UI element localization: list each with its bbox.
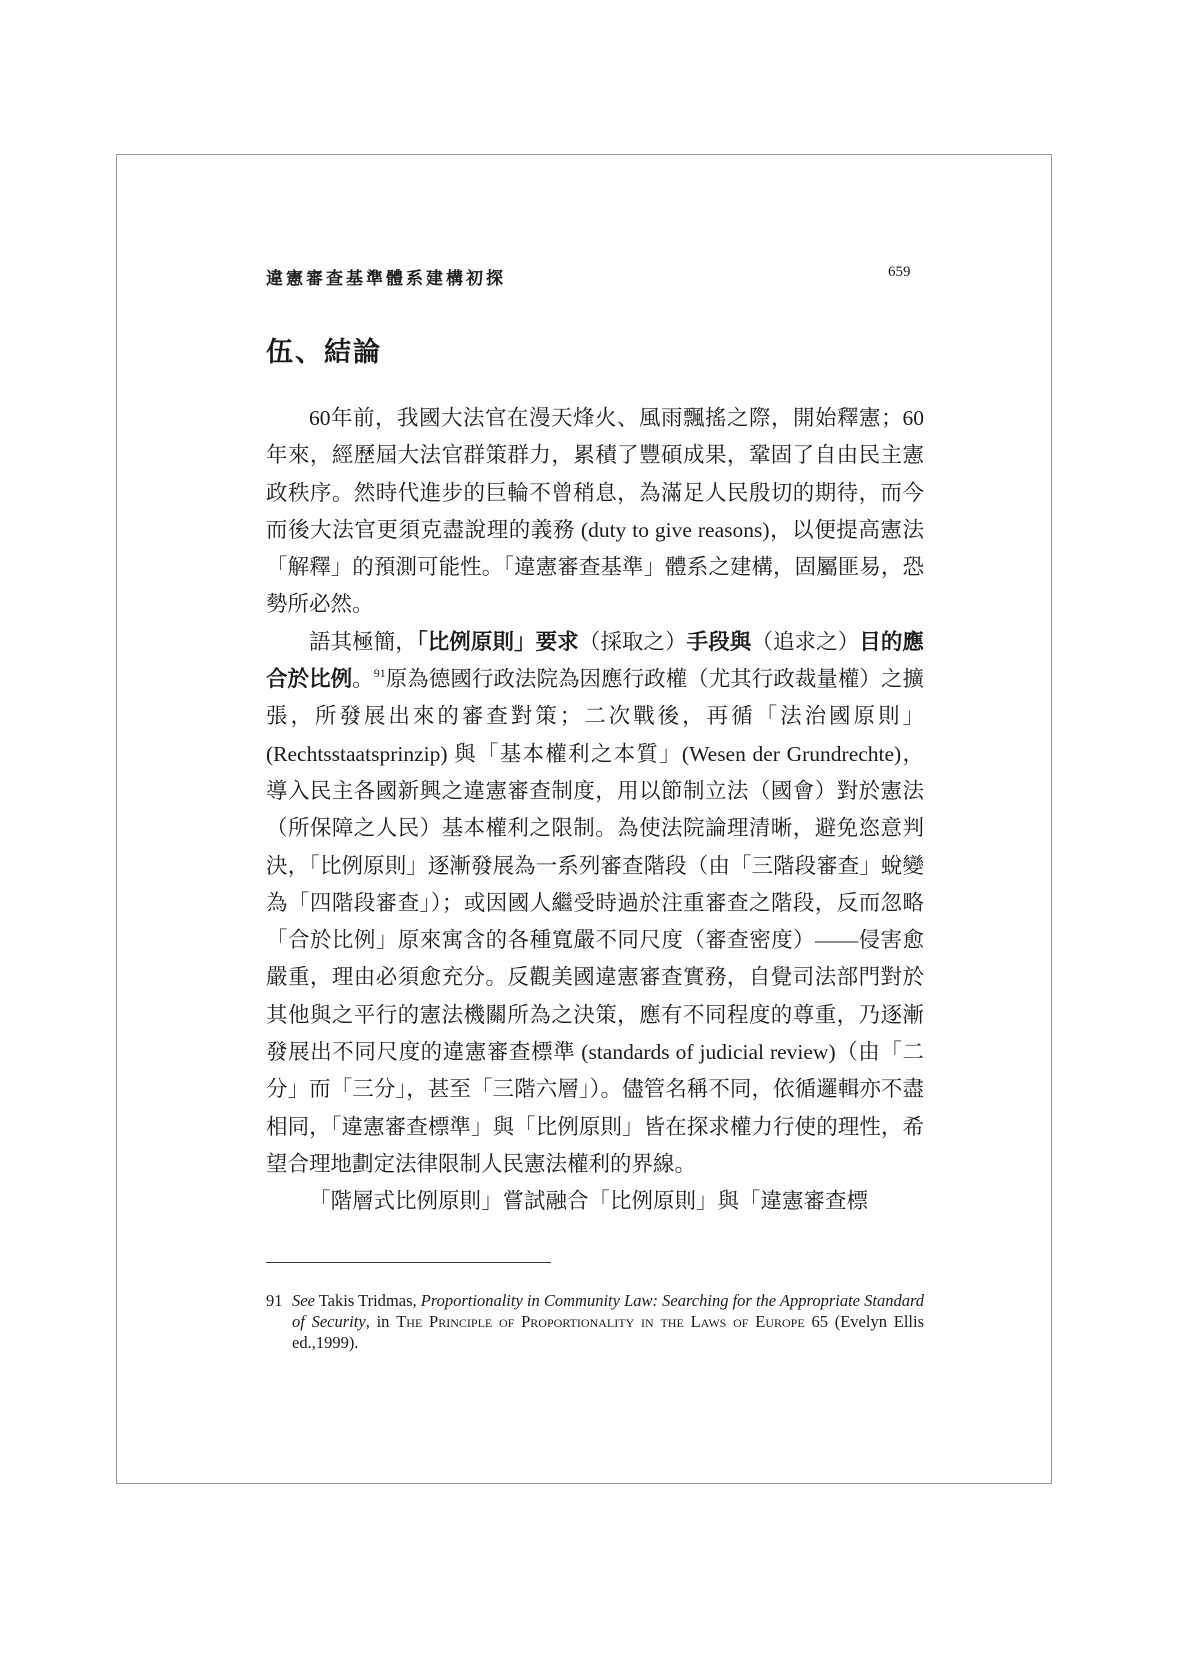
p2-text-h: 原為德國行政法院為因應行政權（尤其行政裁量權）之擴張，所發展出來的審查對策；二次戰後，再循「法治國原則」(Rechtsstaatsprinzip) 與「基本權利之本質」(Wesen der Grundrechte)，導入民主各國新興之違憲審查制度，用以節制立法（國會）對於憲法（所保障之人民）基本權利之限制。為使法院論理清晰，避免恣意判決，「比例原則」逐漸發展為一系列審查階段（由「三階段審查」蛻變為「四階段審查」）；或因國人繼受時過於注重審查之階段，反而忽略「合於比例」原來寓含的各種寬嚴不同尺度（審查密度）——侵害愈嚴重，理由必須愈充分。反觀美國違憲審查實務，自覺司法部門對於其他與之平行的憲法機關所為之決策，應有不同程度的尊重，乃逐漸發展出不同尺度的違憲審查標準 (standards of judicial review)（由「二分」而「三分」，甚至「三階六層」）。儘管名稱不同，依循邏輯亦不盡相同，「違憲審查標準」與「比例原則」皆在探求權力行使的理性，希望合理地劃定法律限制人民憲法權利的界線。 (266, 667, 924, 1176)
footnote-number: 91 (266, 1291, 283, 1310)
section-heading: 伍、結論 (266, 337, 382, 368)
paragraph-1: 60年前，我國大法官在漫天烽火、風雨飄搖之際，開始釋憲；60年來，經歷屆大法官群策群力，累積了豐碩成果，鞏固了自由民主憲政秩序。然時代進步的巨輪不曾稍息，為滿足人民殷切的期待，而今而後大法官更須克盡說理的義務 (duty to give reasons)，以便提高憲法「解釋」的預測可能性。「違憲審查基準」體系之建構，固屬匪易，恐勢所必然。 (266, 406, 924, 617)
footnote-mid: , in (365, 1312, 397, 1331)
p2-text-c: （採取之） (578, 629, 687, 654)
p2-text-g: 。 (352, 667, 374, 692)
footnote-author: Takis Tridmas, (318, 1291, 421, 1310)
footnote-text (292, 1290, 924, 1353)
page-number: 659 (888, 264, 911, 280)
p2-bold-means: 手段與 (686, 629, 752, 655)
running-header-title: 違憲審查基準體系建構初探 (266, 269, 506, 289)
paragraph-3: 「階層式比例原則」嘗試融合「比例原則」與「違憲審查標 (309, 1189, 869, 1214)
p2-text-e: （追求之） (751, 629, 860, 654)
footnote-article-title: Proportionality in Community Law: Searching for the Appropriate Standard of Security (292, 1291, 925, 1331)
footnote-book-title: The Principle of Proportionality in the Laws of Europe (396, 1312, 805, 1331)
footnote-see: See (292, 1291, 315, 1310)
body-text (266, 400, 924, 1221)
p2-bold-proportionality: 「比例原則」要求 (416, 629, 579, 655)
footnote-divider (266, 1262, 551, 1263)
paragraph-2 (266, 624, 924, 1183)
footnote-91 (266, 1290, 924, 1353)
footnote-tail: 65 (Evelyn Ellis ed.,1999). (292, 1312, 924, 1352)
footnote-ref-91[interactable]: 91 (373, 666, 386, 681)
p2-bold-purpose: 目的應合於比例 (266, 629, 924, 693)
p2-text-a: 語其極簡， (309, 629, 417, 654)
